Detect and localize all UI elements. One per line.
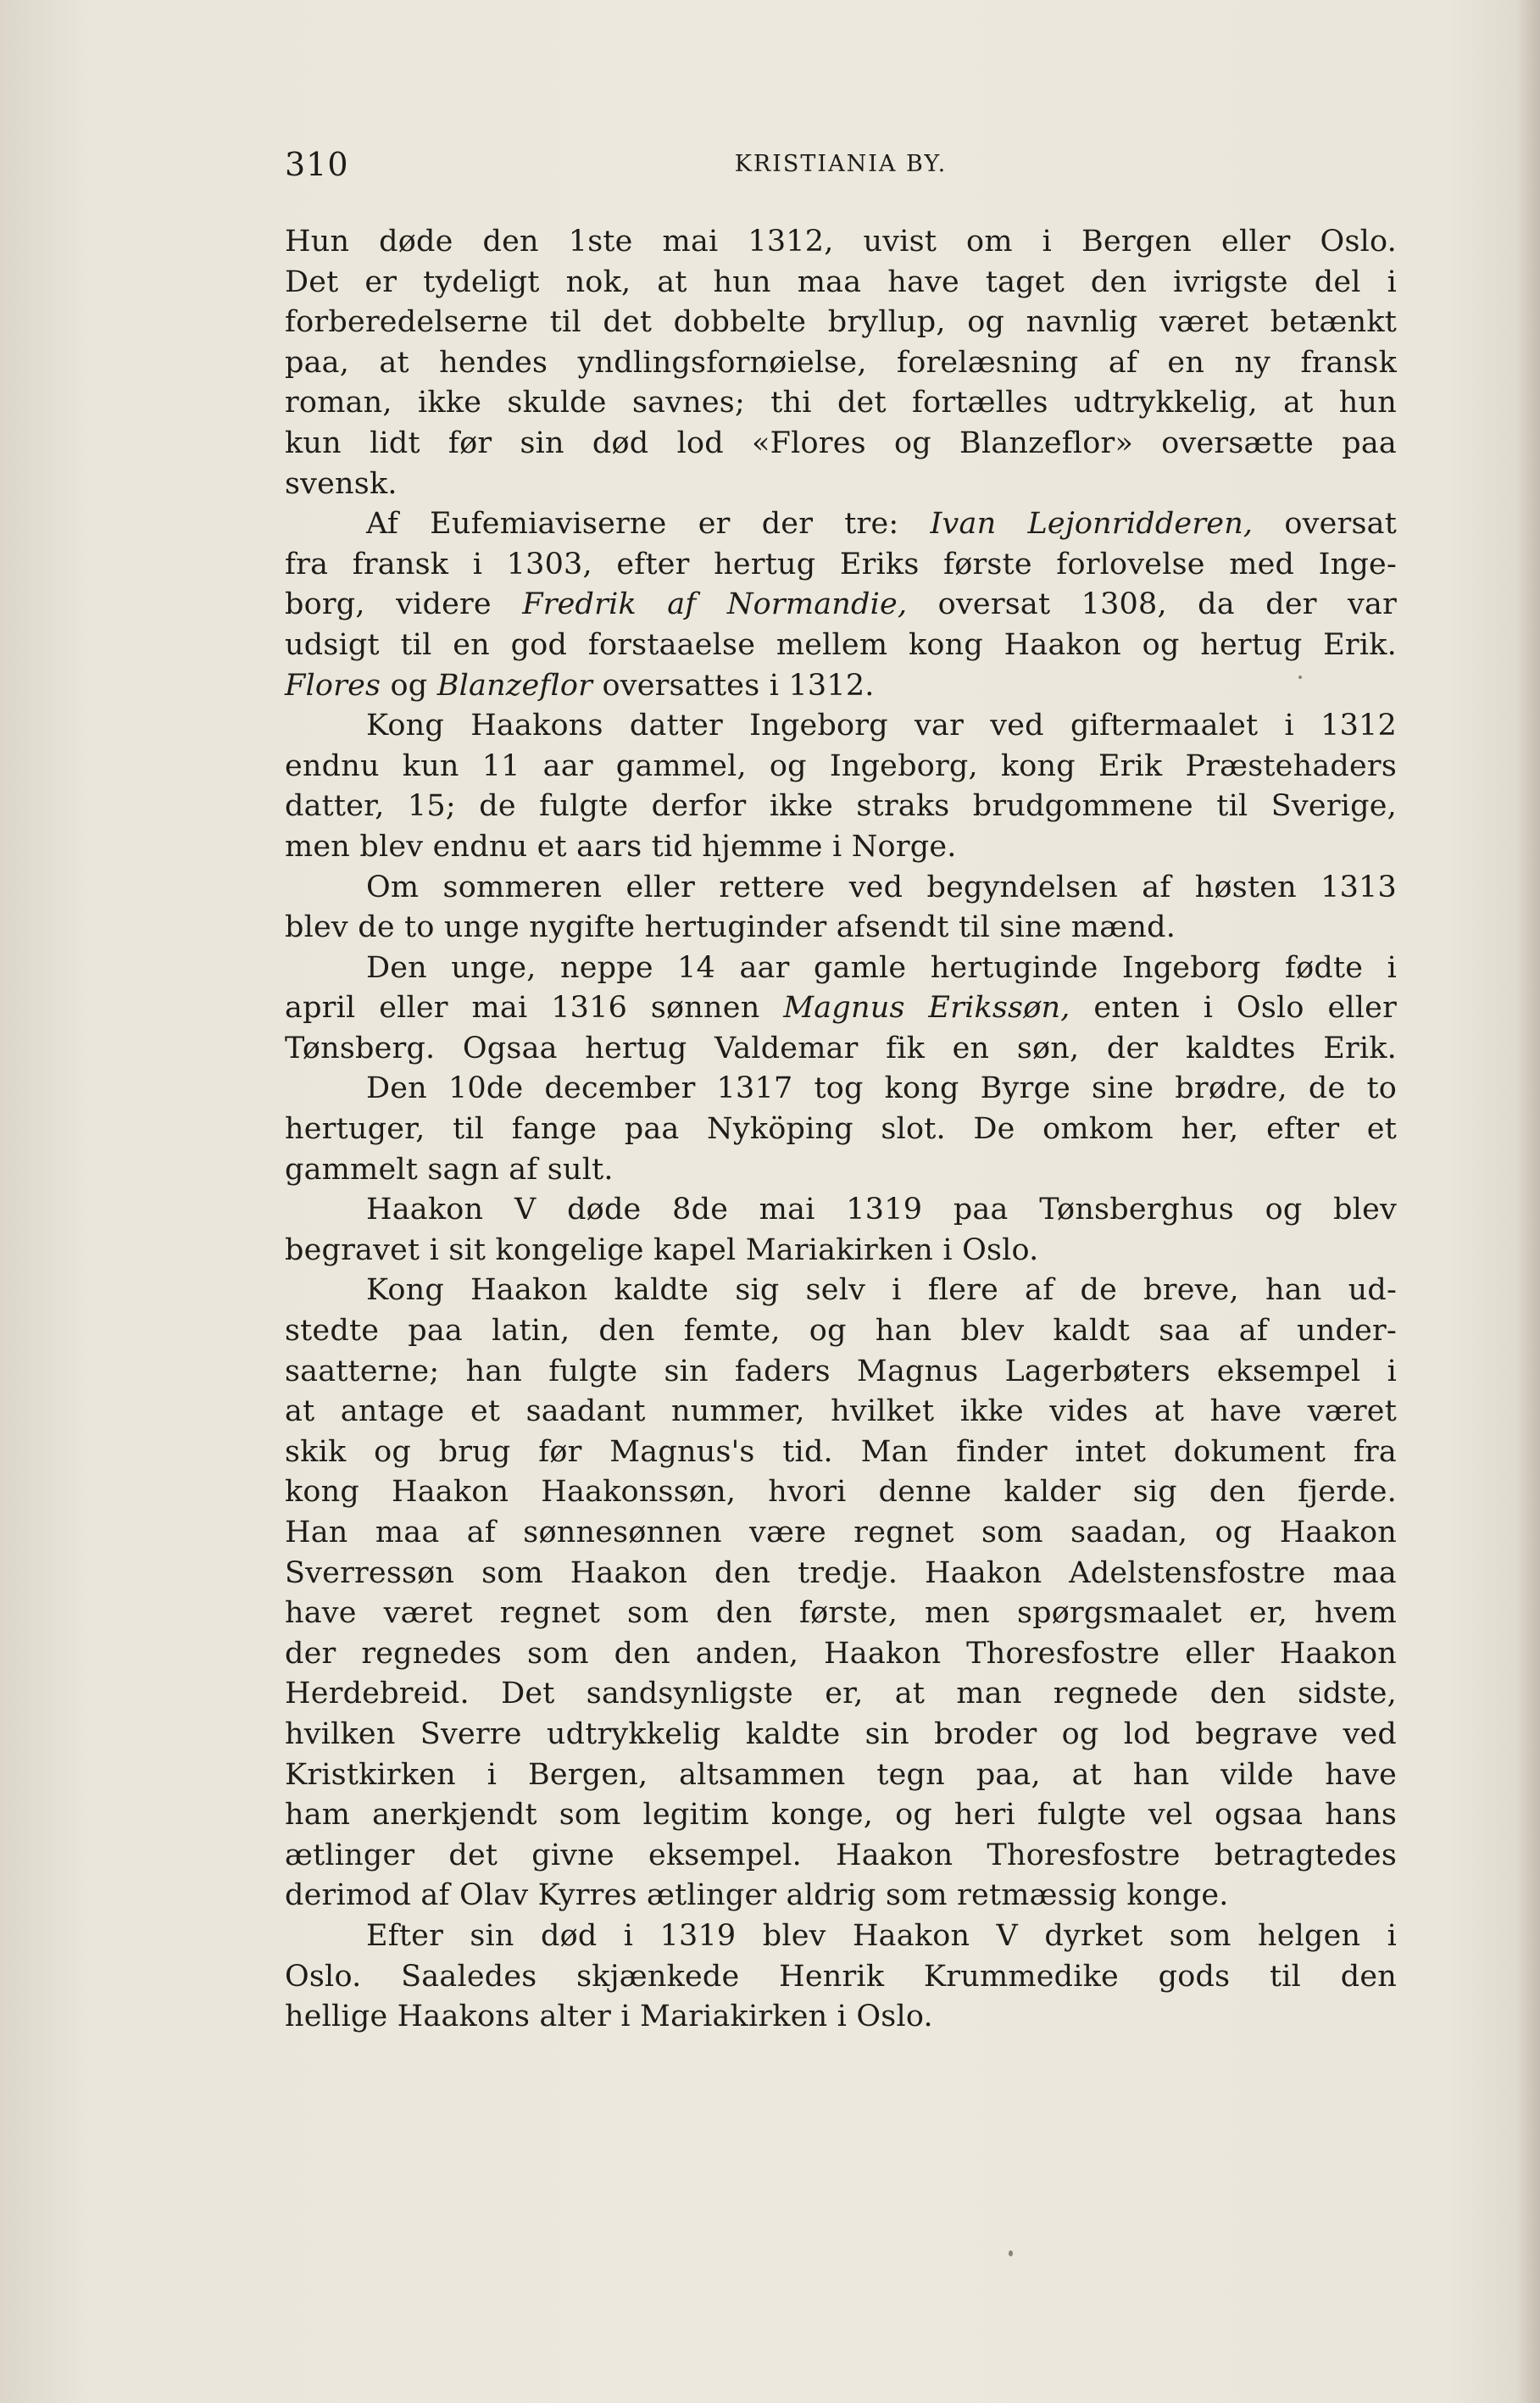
text-line: kun lidt før sin død lod «Flores og Blanzeflor» oversætte paa — [285, 426, 1397, 460]
italic-title: Fredrik af Normandie, — [522, 587, 908, 622]
text-line — [285, 666, 1397, 707]
text-line: hellige Haakons alter i Mariakirken i Oslo. — [285, 2000, 933, 2034]
text-line: kong Haakon Haakonssøn, hvori denne kalder sig den fjerde. — [285, 1475, 1397, 1510]
text-line: Efter sin død i 1319 blev Haakon V dyrket som helgen i — [366, 1918, 1397, 1953]
text-line: endnu kun 11 aar gammel, og Ingeborg, kong Erik Præstehaders — [285, 748, 1397, 783]
text-run: oversattes i 1312. — [592, 668, 875, 703]
text-line: have været regnet som den første, men spørgsmaalet er, hvem — [285, 1596, 1397, 1631]
text-run: Af Eufemiaviserne er der tre: — [366, 507, 931, 542]
running-head: KRISTIANIA BY. — [734, 151, 948, 177]
paper-speck — [1298, 676, 1302, 679]
text-line: roman, ikke skulde savnes; thi det fortælles udtrykkelig, at hun — [285, 386, 1397, 420]
text-line: begravet i sit kongelige kapel Mariakirken i Oslo. — [285, 1232, 1039, 1267]
italic-title: Flores — [285, 668, 381, 703]
text-run: oversat 1308, da der var — [907, 587, 1398, 622]
text-line: fra fransk i 1303, efter hertug Eriks første forlovelse med Inge- — [285, 547, 1397, 581]
text-line — [285, 585, 1397, 626]
text-line: datter, 15; de fulgte derfor ikke straks brudgommene til Sverige, — [285, 789, 1397, 824]
text-line: Han maa af sønnesønnen være regnet som saadan, og Haakon — [285, 1516, 1397, 1549]
text-line: skik og brug før Magnus's tid. Man finder intet dokument fra — [285, 1434, 1397, 1469]
italic-title: Ivan Lejonridderen, — [930, 507, 1254, 542]
text-line: Den 10de december 1317 tog kong Byrge sine brødre, de to — [366, 1071, 1397, 1106]
text-line: gammelt sagn af sult. — [285, 1152, 614, 1187]
text-run: og — [381, 668, 437, 703]
paper-speck — [1009, 2250, 1013, 2256]
text-line: der regnedes som den anden, Haakon Thoresfostre eller Haakon — [285, 1636, 1397, 1671]
text-line: svensk. — [285, 466, 398, 501]
text-line: ætlinger det givne eksempel. Haakon Thoresfostre betragtedes — [285, 1838, 1397, 1872]
text-line: ham anerkjendt som legitim konge, og heri fulgte vel ogsaa hans — [285, 1798, 1397, 1833]
text-line: Den unge, neppe 14 aar gamle hertuginde Ingeborg fødte i — [366, 950, 1397, 985]
italic-title: Blanzeflor — [436, 668, 593, 703]
text-line: Kong Haakon kaldte sig selv i flere af de breve, han ud- — [366, 1273, 1397, 1308]
text-line: forberedelserne til det dobbelte bryllup, og navnlig været betænkt — [285, 305, 1397, 340]
text-line: men blev endnu et aars tid hjemme i Norge. — [285, 829, 957, 864]
text-line: Hun døde den 1ste mai 1312, uvist om i Bergen eller Oslo. — [285, 225, 1397, 259]
text-run: april eller mai 1316 sønnen — [285, 991, 784, 1026]
text-line: blev de to unge nygifte hertuginder afsendt til sine mænd. — [285, 910, 1176, 945]
text-line — [285, 504, 1397, 545]
text-line: Tønsberg. Ogsaa hertug Valdemar fik en søn, der kaldtes Erik. — [285, 1031, 1397, 1065]
text-line: derimod af Olav Kyrres ætlinger aldrig som retmæssig konge. — [285, 1878, 1229, 1913]
page-header — [285, 146, 1397, 188]
text-run: enten i Oslo eller — [1070, 991, 1398, 1026]
text-line: udsigt til en god forstaaelse mellem kong Haakon og hertug Erik. — [285, 627, 1397, 662]
text-line: paa, at hendes yndlingsfornøielse, forelæsning af en ny fransk — [285, 345, 1397, 380]
body-text — [285, 222, 1397, 2038]
text-line: Sverressøn som Haakon den tredje. Haakon Adelstensfostre maa — [285, 1555, 1397, 1590]
text-line: Det er tydeligt nok, at hun maa have taget den ivrigste del i — [285, 264, 1397, 299]
text-line: Kristkirken i Bergen, altsammen tegn paa, at han vilde have — [285, 1757, 1397, 1792]
text-line: Kong Haakons datter Ingeborg var ved giftermaalet i 1312 — [366, 709, 1397, 743]
text-line: Oslo. Saaledes skjænkede Henrik Krummedike gods til den — [285, 1959, 1397, 1994]
text-run: borg, videre — [285, 587, 523, 622]
page-number: 310 — [285, 146, 349, 183]
text-line: Om sommeren eller rettere ved begyndelsen af høsten 1313 — [366, 870, 1397, 904]
text-run: oversat — [1253, 507, 1397, 542]
text-line: saatterne; han fulgte sin faders Magnus Lagerbøters eksempel i — [285, 1354, 1397, 1388]
text-line: at antage et saadant nummer, hvilket ikke vides at have været — [285, 1394, 1397, 1429]
text-line — [285, 988, 1397, 1029]
text-line: stedte paa latin, den femte, og han blev kaldt saa af under- — [285, 1314, 1397, 1349]
text-line: hertuger, til fange paa Nyköping slot. De omkom her, efter et — [285, 1112, 1397, 1147]
text-line: Haakon V døde 8de mai 1319 paa Tønsberghus og blev — [366, 1193, 1397, 1227]
text-line: hvilken Sverre udtrykkelig kaldte sin broder og lod begrave ved — [285, 1716, 1397, 1751]
text-line: Herdebreid. Det sandsynligste er, at man regnede den sidste, — [285, 1677, 1397, 1711]
italic-title: Magnus Erikssøn, — [783, 991, 1070, 1026]
